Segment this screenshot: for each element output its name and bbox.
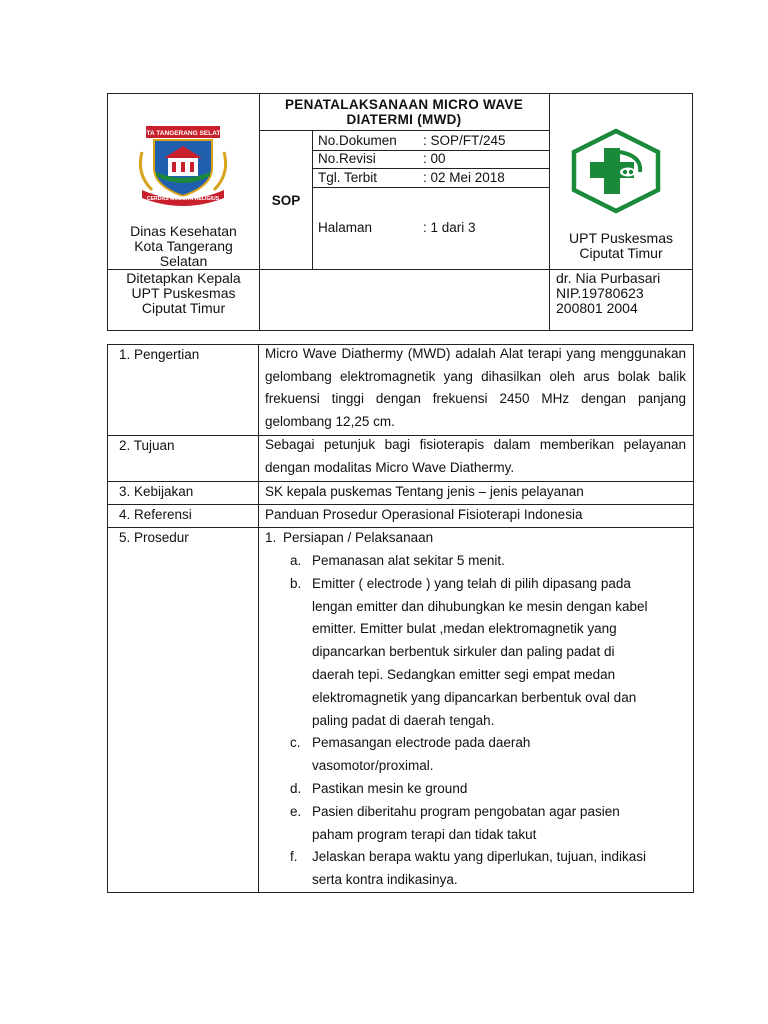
logo-motto-text: CERDAS MODERN RELIGIUS xyxy=(146,196,220,202)
procedure-item-letter: d. xyxy=(290,781,302,796)
established-line2: UPT Puskesmas xyxy=(131,285,236,301)
section-label-tujuan: 2. Tujuan xyxy=(119,438,175,453)
procedure-item-line: paham program terapi dan tidak takut xyxy=(312,826,537,842)
section-text-kebijakan: SK kepala puskemas Tentang jenis – jenis pelayanan xyxy=(265,484,584,499)
procedure-step-number: 1. xyxy=(265,530,277,545)
procedure-item-line: lengan emitter dan dihubungkan ke mesin dengan kabel xyxy=(312,598,648,614)
procedure-item-letter: c. xyxy=(290,735,301,751)
procedure-item-letter: b. xyxy=(290,575,302,591)
meta-value-tgl-terbit: : 02 Mei 2018 xyxy=(423,170,505,185)
procedure-item-letter: e. xyxy=(290,803,302,819)
meta-label-no-dokumen: No.Dokumen xyxy=(318,133,397,148)
right-org-line2: Ciputat Timur xyxy=(579,245,663,261)
procedure-item-line: Pastikan mesin ke ground xyxy=(312,781,468,796)
meta-value-halaman: : 1 dari 3 xyxy=(423,220,476,235)
procedure-item-line: daerah tepi. Sedangkan emitter segi empat medan xyxy=(312,667,616,682)
puskesmas-logo xyxy=(570,128,662,214)
section-text-pengertian: Micro Wave Diathermy (MWD) adalah Alat terapi yang menggunakan gelombang elektromagnetik yang dihasilkan oleh arus bolak balik frekuensi tinggi dengan frekuensi 2450 MHz dengan panjang gelombang 12,25 cm. xyxy=(265,346,686,430)
document-title-line1: PENATALAKSANAAN MICRO WAVE xyxy=(284,97,524,112)
procedure-item-line: serta kontra indikasinya. xyxy=(312,872,458,888)
signer-nip-line2: 200801 2004 xyxy=(556,300,638,316)
procedure-item-line: Pemanasan alat sekitar 5 menit. xyxy=(312,553,505,568)
document-title-line2: DIATERMI (MWD) xyxy=(346,112,462,127)
signer-nip-line1: NIP.19780623 xyxy=(556,285,644,301)
procedure-item-line: Emitter ( electrode ) yang telah di pilih dipasang pada xyxy=(312,575,631,591)
meta-value-no-revisi: : 00 xyxy=(423,151,446,166)
established-line1: Ditetapkan Kepala xyxy=(126,270,241,286)
section-text-tujuan: Sebagai petunjuk bagi fisioterapis dalam memberikan pelayanan dengan modalitas Micro Wave Diathermy. xyxy=(265,437,686,475)
section-label-kebijakan: 3. Kebijakan xyxy=(119,484,194,499)
left-org-line1: Dinas Kesehatan xyxy=(130,223,237,239)
procedure-item-letter: f. xyxy=(290,849,298,865)
meta-value-no-dokumen: : SOP/FT/245 xyxy=(423,133,506,148)
established-line3: Ciputat Timur xyxy=(141,300,226,316)
procedure-item-line: elektromagnetik yang dipancarkan berbentuk oval dan xyxy=(312,689,637,705)
logo-banner-text: KOTA TANGERANG SELATAN xyxy=(136,130,230,137)
procedure-item-line: dipancarkan berbentuk sirkuler dan paling padat di xyxy=(312,644,615,660)
procedure-item-line: vasomotor/proximal. xyxy=(312,758,434,774)
section-label-pengertian: 1. Pengertian xyxy=(119,347,200,362)
left-org-line3: Selatan xyxy=(159,253,208,269)
meta-label-tgl-terbit: Tgl. Terbit xyxy=(318,170,378,185)
procedure-step-title: Persiapan / Pelaksanaan xyxy=(283,530,434,545)
procedure-item-line: Pasien diberitahu program pengobatan agar pasien xyxy=(312,803,620,819)
meta-label-halaman: Halaman xyxy=(318,220,373,235)
procedure-item-line: Jelaskan berapa waktu yang diperlukan, tujuan, indikasi xyxy=(312,849,646,865)
section-label-prosedur: 5. Prosedur xyxy=(119,530,189,545)
section-label-referensi: 4. Referensi xyxy=(119,507,192,522)
left-org-line2: Kota Tangerang xyxy=(134,238,233,254)
sop-label: SOP xyxy=(271,193,301,208)
section-text-referensi: Panduan Prosedur Operasional Fisioterapi Indonesia xyxy=(265,507,583,522)
procedure-item-line: paling padat di daerah tengah. xyxy=(312,712,495,728)
kota-tangerang-selatan-logo xyxy=(132,124,234,210)
procedure-item-line: Pemasangan electrode pada daerah xyxy=(312,735,531,751)
right-org-line1: UPT Puskesmas xyxy=(569,230,673,246)
meta-label-no-revisi: No.Revisi xyxy=(318,151,376,166)
procedure-item-letter: a. xyxy=(290,553,302,568)
procedure-item-line: emitter. Emitter bulat ,medan elektromagnetik yang xyxy=(312,621,617,637)
signer-name: dr. Nia Purbasari xyxy=(556,270,661,286)
